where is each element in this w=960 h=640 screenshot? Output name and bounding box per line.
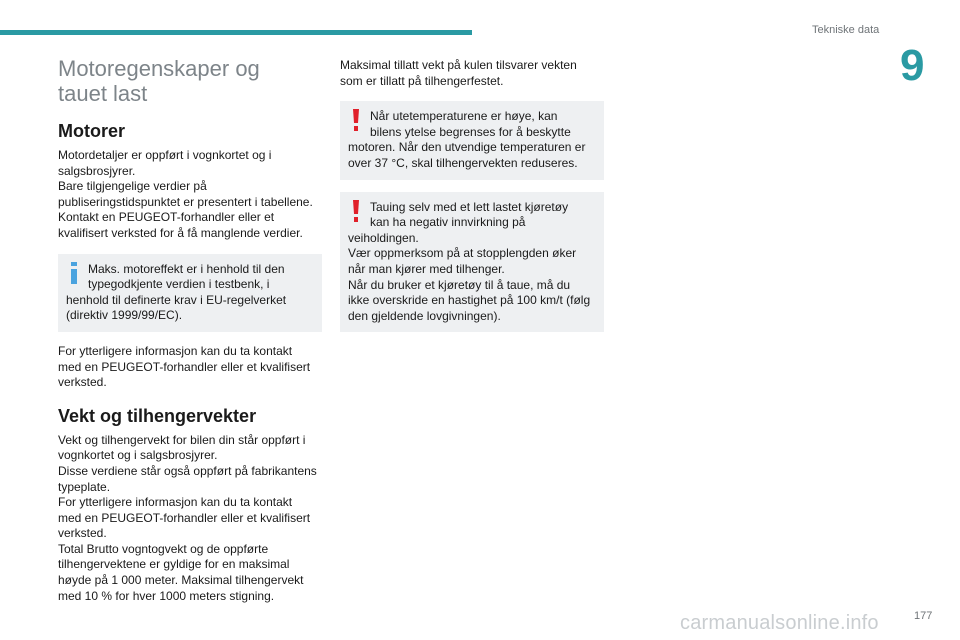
text-line: med en PEUGEOT-forhandler eller et kvalifisert [58, 359, 311, 374]
text-line: Maks. motoreffekt er i henhold til den [88, 261, 285, 276]
text-line: Bare tilgjengelige verdier på [58, 179, 207, 194]
text-line: Vekt og tilhengervekt for bilen din står oppført i [58, 432, 306, 447]
warning-box [340, 101, 604, 179]
text-line: typegodkjente verdien i testbenk, i [88, 277, 270, 292]
section-title-line: Motoregenskaper og [58, 56, 260, 81]
text-line: publiseringstidspunktet er presentert i tabellene. [58, 194, 313, 209]
header-accent-bar [0, 30, 472, 35]
motorer-paragraph [58, 148, 322, 242]
motorer-heading: Motorer [58, 121, 125, 141]
watermark: carmanualsonline.info [680, 612, 879, 634]
text-line: bilens ytelse begrenses for å beskytte [370, 124, 571, 139]
text-line: tilhengervektene er gyldige for en maksimal [58, 557, 290, 572]
text-line: Kontakt en PEUGEOT-forhandler eller et [58, 210, 275, 225]
text-line: For ytterligere informasjon kan du ta kontakt [58, 495, 293, 510]
contact-paragraph [58, 344, 322, 391]
text-line: Tauing selv med et lett lastet kjøretøy [370, 199, 569, 214]
text-line: ikke overskride en hastighet på 100 km/t (følg [348, 293, 591, 308]
text-line: typeplate. [58, 479, 111, 494]
text-line: henhold til definerte krav i EU-regelverket [66, 292, 287, 307]
text-line: den gjeldende lovgivningen). [348, 308, 501, 323]
page-number: 177 [914, 610, 933, 622]
text-line: når man kjører med tilhenger. [348, 261, 505, 276]
right-column [340, 58, 604, 344]
warning-icon [351, 200, 361, 222]
left-column [58, 56, 322, 604]
text-line: med en PEUGEOT-forhandler eller et kvalifisert [58, 510, 311, 525]
text-line: kan ha negativ innvirkning på [370, 215, 526, 230]
text-line: veiholdingen. [348, 230, 419, 245]
text-line: kvalifisert verksted for å få manglende verdier. [58, 225, 303, 240]
intro-paragraph [340, 58, 604, 89]
text-line: salgsbrosjyrer. [58, 163, 136, 178]
text-line: Når du bruker et kjøretøy til å taue, må du [348, 277, 571, 292]
warning-icon [351, 109, 361, 131]
text-line: Maksimal tillatt vekt på kulen tilsvarer vekten [340, 58, 577, 72]
text-line: Total Brutto vogntogvekt og de oppførte [58, 541, 269, 556]
text-line: vognkortet og i salgsbrosjyrer. [58, 448, 218, 463]
chapter-number: 9 [900, 41, 925, 90]
text-line: Disse verdiene står også oppført på fabrikantens [58, 463, 317, 478]
vekt-heading: Vekt og tilhengervekter [58, 405, 257, 426]
text-line: (direktiv 1999/99/EC). [66, 308, 183, 323]
text-line: som er tillatt på tilhengerfestet. [340, 73, 504, 88]
text-line: over 37 °C, skal tilhengervekten reduseres. [348, 155, 578, 170]
text-line: For ytterligere informasjon kan du ta kontakt [58, 343, 293, 358]
text-line: verksted. [58, 526, 107, 541]
section-title [58, 56, 322, 106]
section-title-line: tauet last [58, 81, 148, 106]
chapter-title: Tekniske data [812, 24, 880, 36]
text-line: Når utetemperaturene er høye, kan [370, 109, 558, 124]
text-line: med 10 % for hver 1000 meters stigning. [58, 588, 275, 603]
vekt-paragraph [58, 433, 322, 605]
text-line: Motordetaljer er oppført i vognkortet og i [58, 148, 272, 162]
text-line: motoren. Når den utvendige temperaturen er [348, 140, 586, 155]
warning-box [340, 192, 604, 333]
info-box [58, 254, 322, 332]
text-line: høyde på 1 000 meter. Maksimal tilhengervekt [58, 573, 304, 588]
info-icon [69, 262, 79, 284]
text-line: verksted. [58, 375, 107, 390]
text-line: Vær oppmerksom på at stopplengden øker [348, 246, 577, 261]
